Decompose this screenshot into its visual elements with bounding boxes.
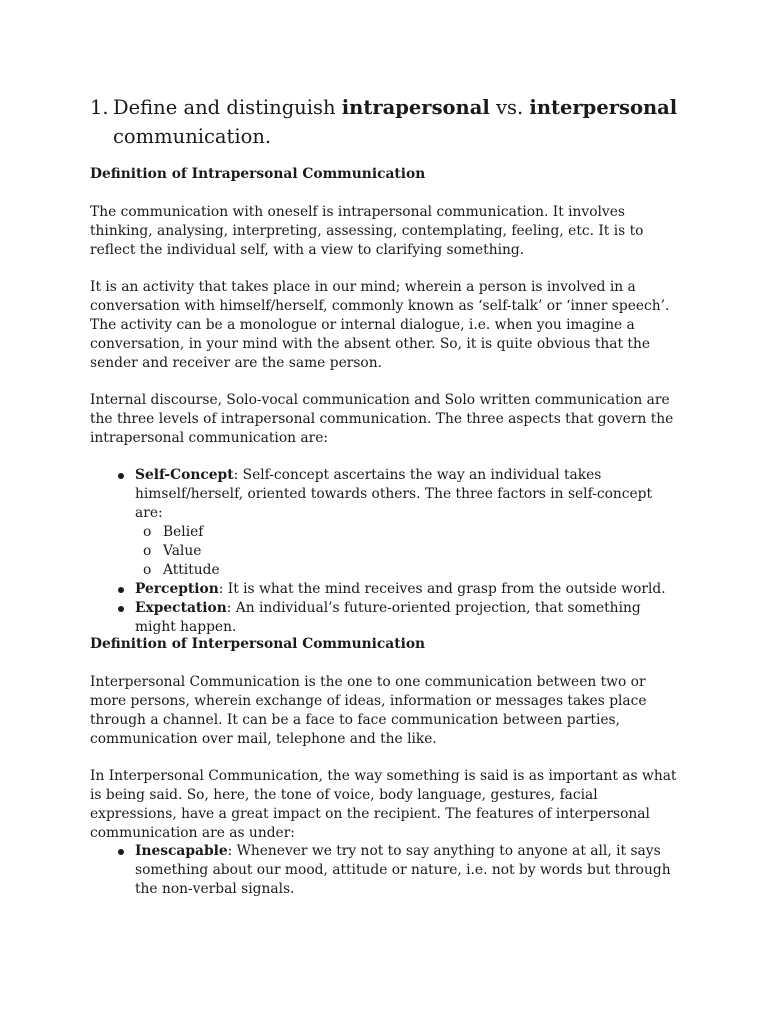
- question-term-intrapersonal: intrapersonal: [341, 96, 490, 119]
- intra-bullet-list: [118, 466, 678, 637]
- question-number: 1.: [90, 96, 109, 119]
- bullet-text: : It is what the mind receives and grasp from the outside world.: [218, 581, 666, 597]
- intra-heading: Definition of Intrapersonal Communication: [90, 166, 426, 182]
- self-concept-sublist: [143, 523, 678, 580]
- bullet-dot: [118, 606, 124, 612]
- bullet-self-concept: [118, 466, 678, 523]
- inter-heading: Definition of Interpersonal Communication: [90, 636, 426, 652]
- inter-bullet-list: [118, 842, 678, 899]
- sub-marker: o: [143, 524, 152, 540]
- sub-marker: o: [143, 543, 152, 559]
- bullet-term: Perception: [135, 581, 219, 597]
- bullet-text: : Whenever we try not to say anything to anyone at all, it says something about our mood, attitude or nature, i.e. not by words but through the non-verbal signals.: [135, 843, 671, 897]
- sub-marker: o: [143, 562, 152, 578]
- subitem-belief: [143, 523, 678, 542]
- question-suffix: communication.: [113, 125, 272, 148]
- bullet-term: Expectation: [135, 600, 227, 616]
- intra-paragraph-3: Internal discourse, Solo-vocal communication and Solo written communication are the three levels of intrapersonal communication. The three aspects that govern the intrapersonal communication are:: [90, 392, 674, 446]
- bullet-text: : Self-concept ascertains the way an individual takes himself/herself, oriented towards others. The three factors in self-concept are:: [135, 467, 653, 521]
- subitem-attitude: [143, 561, 678, 580]
- subitem-label: Belief: [163, 524, 204, 540]
- subitem-label: Value: [163, 543, 202, 559]
- subitem-value: [143, 542, 678, 561]
- question-mid: vs.: [489, 96, 530, 119]
- bullet-term: Self-Concept: [135, 467, 234, 483]
- bullet-dot: [118, 473, 124, 479]
- intra-paragraph-1: The communication with oneself is intrapersonal communication. It involves thinking, analysing, interpreting, assessing, contemplating, feeling, etc. It is to reflect the individual self, with a view to clarifying something.: [90, 204, 644, 258]
- bullet-perception: [118, 580, 678, 599]
- subitem-label: Attitude: [163, 562, 220, 578]
- bullet-term: Inescapable: [135, 843, 228, 859]
- bullet-text: : An individual’s future-oriented projection, that something might happen.: [135, 600, 641, 635]
- inter-paragraph-1: Interpersonal Communication is the one to one communication between two or more persons, wherein exchange of ideas, information or messages takes place through a channel. It can be a face to face communication between parties, communication over mail, telephone and the like.: [90, 674, 647, 747]
- question-prefix: Define and distinguish: [113, 96, 342, 119]
- question-heading: [90, 93, 690, 151]
- question-term-interpersonal: interpersonal: [529, 96, 678, 119]
- bullet-dot: [118, 849, 124, 855]
- bullet-inescapable: [118, 842, 678, 899]
- inter-paragraph-2: In Interpersonal Communication, the way something is said is as important as what is being said. So, here, the tone of voice, body language, gestures, facial expressions, have a great impact on the recipient. The features of interpersonal communication are as under:: [90, 768, 677, 841]
- bullet-dot: [118, 587, 124, 593]
- question-text: [113, 93, 690, 151]
- intra-paragraph-2: It is an activity that takes place in our mind; wherein a person is involved in a conversation with himself/herself, commonly known as ‘self-talk’ or ‘inner speech’. The activity can be a monologue or internal dialogue, i.e. when you imagine a conversation, in your mind with the absent other. So, it is quite obvious that the sender and receiver are the same person.: [90, 279, 670, 371]
- bullet-expectation: [118, 599, 678, 637]
